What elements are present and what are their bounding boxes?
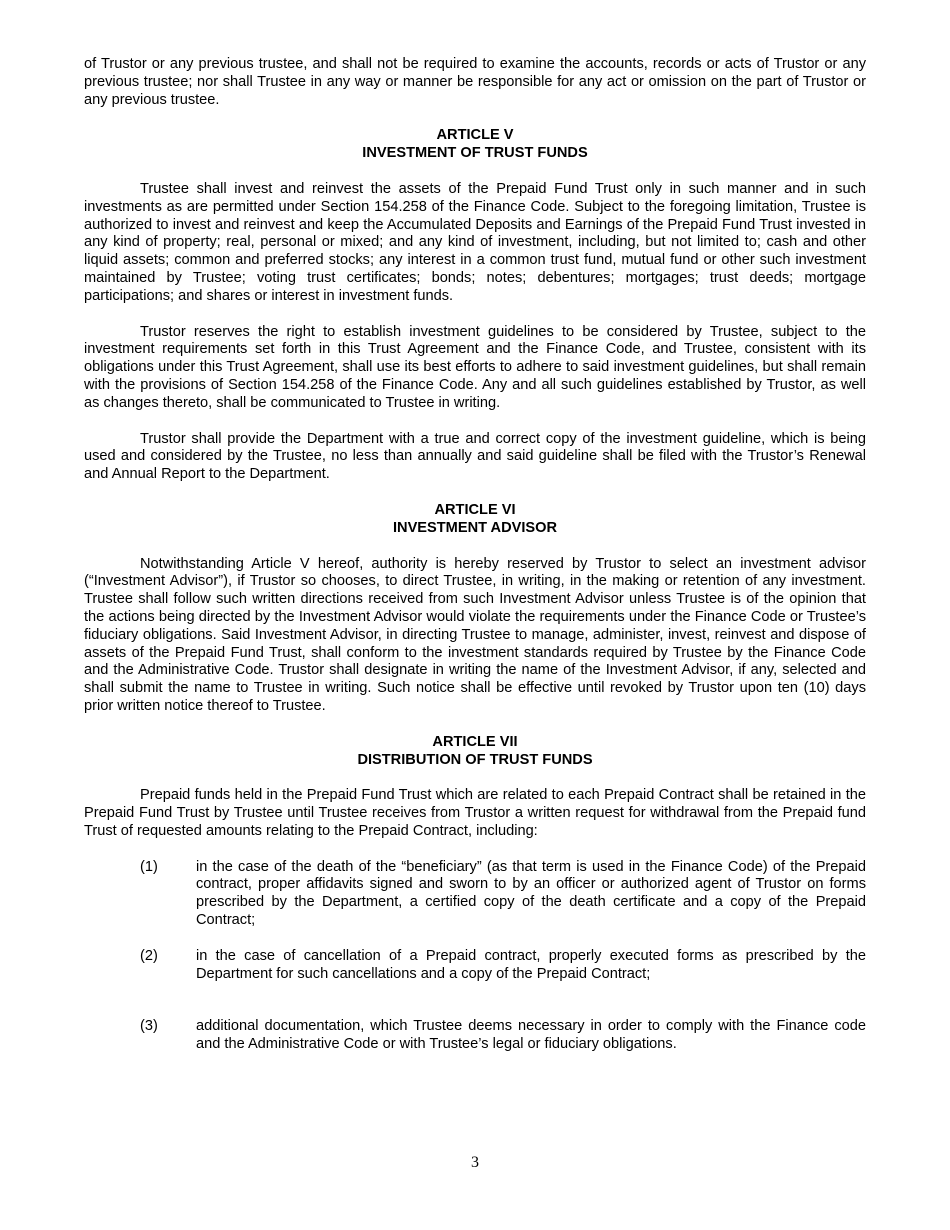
list-item-number: (2) <box>140 947 158 964</box>
article-vii-title: DISTRIBUTION OF TRUST FUNDS <box>357 751 593 768</box>
list-item-number: (3) <box>140 1018 158 1035</box>
article-v-title: INVESTMENT OF TRUST FUNDS <box>362 145 588 162</box>
article-v-heading <box>84 127 866 163</box>
list-item-text: in the case of the death of the “beneficiary” (as that term is used in the Finance Code) of the Prepaid contract, proper affidavits signed and sworn to by an officer or authorized agent of Trustor on forms prescribed by the Department, a certified copy of the death certificate and a copy of the Prepaid Contract; <box>196 858 866 929</box>
article-vi-title: INVESTMENT ADVISOR <box>392 519 558 536</box>
list-item-text: in the case of cancellation of a Prepaid contract, properly executed forms as prescribed by the Department for such cancellations and a copy of the Prepaid Contract; <box>196 947 866 982</box>
requirements-list <box>84 859 866 1054</box>
list-item-text: additional documentation, which Trustee deems necessary in order to comply with the Finance code and the Administrative Code or with Trustee’s legal or fiduciary obligations. <box>196 1018 866 1053</box>
article-vi-number: ARTICLE VI <box>434 501 516 518</box>
article-vii-heading <box>84 734 866 770</box>
page-number: 3 <box>471 1154 479 1171</box>
list-item <box>84 1018 866 1054</box>
article-vii-paragraph-1: Prepaid funds held in the Prepaid Fund Trust which are related to each Prepaid Contract shall be retained in the Prepaid Fund Trust by Trustee until Trustee receives from Trustor a written request for withdrawal from the Prepaid fund Trust of requested amounts relating to the Prepaid Contract, including: <box>84 787 866 839</box>
list-item <box>84 948 866 984</box>
article-v-paragraph-3: Trustor shall provide the Department with a true and correct copy of the investment guideline, which is being used and considered by the Trustee, no less than annually and said guideline shall be filed with the Trustor’s Renewal and Annual Report to the Department. <box>84 430 866 483</box>
article-vi-paragraph-1: Notwithstanding Article V hereof, authority is hereby reserved by Trustor to select an investment advisor (“Investment Advisor”), if Trustor so chooses, to direct Trustee, in writing, in the making or retention of any investment. Trustee shall follow such written directions received from such Investment Advisor unless Trustee is of the opinion that the actions being directed by the Investment Advisor would violate the requirements under the Finance Code or Trustee’s fiduciary obligations. Said Investment Advisor, in directing Trustee to manage, administer, invest, reinvest and dispose of assets of the Prepaid Fund Trust, shall conform to the investment standards required by Trustee by the Finance Code and the Administrative Code. Trustor shall designate in writing the name of the Investment Advisor, if any, selected and shall submit the name to Trustee in writing. Such notice shall be effective until revoked by Trustor upon ten (10) days prior written notice thereof to Trustee. <box>84 555 866 714</box>
article-v-paragraph-1: Trustee shall invest and reinvest the assets of the Prepaid Fund Trust only in such manner and in such investments as are permitted under Section 154.258 of the Finance Code. Subject to the foregoing limitation, Trustee is authorized to invest and reinvest and keep the Accumulated Deposits and Earnings of the Prepaid Fund Trust invested in any kind of property; real, personal or mixed; and any kind of investment, including, but not limited to; cash and other liquid assets; common and preferred stocks; any interest in a common trust fund, mutual fund or other such investment maintained by Trustee; voting trust certificates; bonds; notes; debentures; mortgages; trust deeds; mortgage participations; and shares or interest in investment funds. <box>84 180 866 304</box>
article-vii-number: ARTICLE VII <box>432 733 518 750</box>
list-item <box>84 859 866 930</box>
article-v-number: ARTICLE V <box>436 127 514 144</box>
article-v-paragraph-2: Trustor reserves the right to establish investment guidelines to be considered by Trustee, subject to the investment requirements set forth in this Trust Agreement and the Finance Code, and Trustee, consistent with its obligations under this Trust Agreement, shall use its best efforts to adhere to said investment guidelines, but shall remain with the provisions of Section 154.258 of the Finance Code. Any and all such guidelines established by Trustor, as well as changes thereto, shall be communicated to Trustee in writing. <box>84 323 866 411</box>
article-vi-heading <box>84 502 866 538</box>
intro-paragraph: of Trustor or any previous trustee, and shall not be required to examine the accounts, records or acts of Trustor or any previous trustee; nor shall Trustee in any way or manner be responsible for any act or omission on the part of Trustor or any previous trustee. <box>84 56 866 108</box>
list-item-number: (1) <box>140 858 158 875</box>
document-page <box>84 56 866 1054</box>
